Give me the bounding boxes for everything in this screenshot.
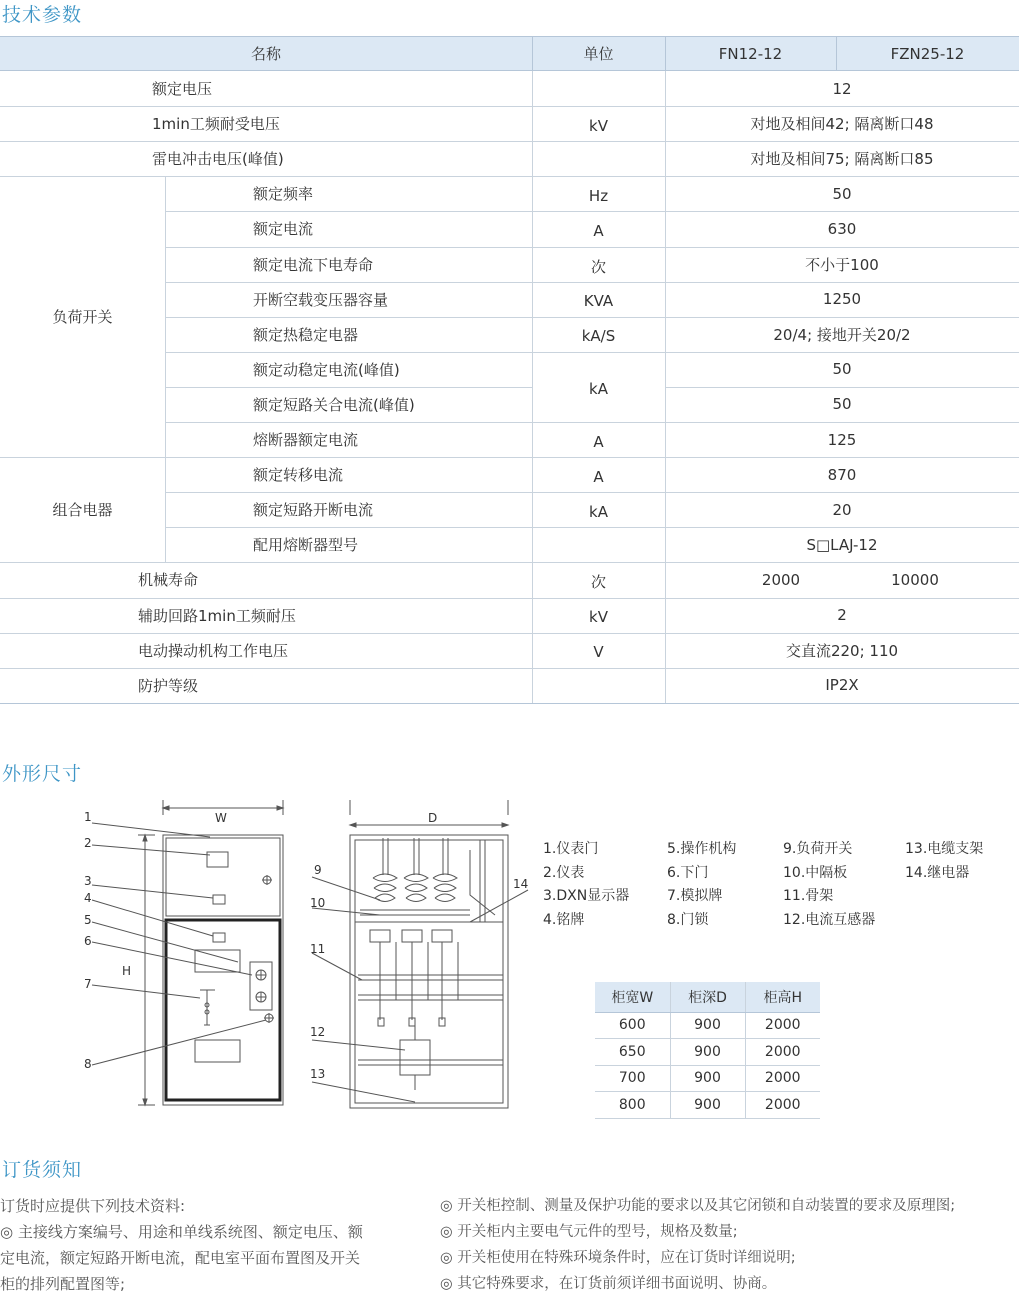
param-name: 配用熔断器型号 <box>253 536 359 555</box>
legend-item: 5.操作机构 <box>667 841 737 857</box>
dimensions-table <box>595 982 820 1119</box>
ordering-line: ◎ 开关柜使用在特殊环境条件时，应在订货时详细说明; <box>440 1250 796 1266</box>
param-value-fzn25: 10000 <box>891 570 939 589</box>
param-name: 额定电流 <box>253 220 314 239</box>
param-unit: kA <box>589 502 608 521</box>
section-title-tech-params: 技术参数 <box>2 4 83 26</box>
param-name: 额定频率 <box>253 185 314 204</box>
param-value: 870 <box>827 465 857 484</box>
legend-item: 4.铭牌 <box>543 912 585 928</box>
header-unit: 单位 <box>583 45 614 63</box>
param-unit: A <box>593 432 604 451</box>
dim-cell: 2000 <box>745 1039 820 1066</box>
ordering-line: 柜的排列配置图等; <box>0 1275 126 1293</box>
param-unit: kV <box>589 116 608 135</box>
legend-item: 12.电流互感器 <box>783 912 876 928</box>
param-unit: V <box>593 643 604 662</box>
param-unit <box>532 73 665 108</box>
param-name: 额定热稳定电器 <box>253 325 359 344</box>
dim-cell: 700 <box>595 1065 670 1092</box>
param-value: 对地及相间75; 隔离断口85 <box>750 150 934 169</box>
param-unit: kV <box>589 608 608 627</box>
param-unit: A <box>593 467 604 486</box>
section-title-ordering: 订货须知 <box>2 1159 83 1181</box>
legend-item: 3.DXN显示器 <box>543 888 630 904</box>
callout-11: 11 <box>310 942 326 956</box>
param-unit: Hz <box>588 186 609 205</box>
param-name: 1min工频耐受电压 <box>152 115 280 134</box>
ordering-right-column <box>440 1193 1031 1294</box>
legend-item: 14.继电器 <box>905 865 970 881</box>
group-label-combined: 组合电器 <box>52 501 113 520</box>
param-name: 额定短路关合电流(峰值) <box>253 395 415 414</box>
ordering-line: ◎ 其它特殊要求，在订货前须详细书面说明、协商。 <box>440 1276 777 1292</box>
param-value: 20 <box>832 500 852 519</box>
param-name: 额定转移电流 <box>253 466 344 485</box>
param-value: 交直流220; 110 <box>785 641 899 660</box>
dim-cell: 900 <box>670 1012 745 1039</box>
param-value: 12 <box>832 79 852 98</box>
param-value: 125 <box>827 430 857 449</box>
param-unit: A <box>593 221 604 240</box>
dim-cell: 900 <box>670 1039 745 1066</box>
param-value: 1250 <box>822 290 862 309</box>
table-row <box>595 1039 820 1066</box>
callout-13: 13 <box>310 1067 326 1081</box>
param-name: 额定电流下电寿命 <box>253 255 374 274</box>
dim-header-depth: 柜深D <box>670 982 745 1012</box>
table-row <box>595 1012 820 1039</box>
callout-14: 14 <box>513 877 529 891</box>
callout-4: 4 <box>84 891 92 905</box>
ordering-line: ◎ 开关柜控制、测量及保护功能的要求以及其它闭锁和自动装置的要求及原理图; <box>440 1198 956 1214</box>
dim-d-label: D <box>428 811 438 825</box>
param-name: 防护等级 <box>138 676 199 695</box>
ordering-line: ◎ 开关柜内主要电气元件的型号，规格及数量; <box>440 1224 738 1240</box>
legend-item: 13.电缆支架 <box>905 841 984 857</box>
param-unit: KVA <box>583 292 614 311</box>
param-name: 电动操动机构工作电压 <box>138 641 289 660</box>
param-unit: 次 <box>590 257 606 276</box>
table-row <box>595 1092 820 1119</box>
callout-8: 8 <box>84 1057 92 1071</box>
callout-10: 10 <box>310 896 326 910</box>
callout-7: 7 <box>84 977 92 991</box>
param-unit: 次 <box>590 573 606 592</box>
param-value: 50 <box>832 184 852 203</box>
param-name: 雷电冲击电压(峰值) <box>152 150 284 169</box>
legend-item: 10.中隔板 <box>783 865 848 881</box>
callout-5: 5 <box>84 913 92 927</box>
param-name: 额定电压 <box>152 80 213 99</box>
cabinet-drawing <box>0 790 540 1120</box>
callout-6: 6 <box>84 934 92 948</box>
dim-cell: 800 <box>595 1092 670 1119</box>
ordering-line: ◎ 主接线方案编号、用途和单线系统图、额定电压、额 <box>0 1223 363 1241</box>
param-value: 630 <box>827 219 857 238</box>
callout-2: 2 <box>84 836 92 850</box>
dim-cell: 650 <box>595 1039 670 1066</box>
table-row <box>595 1065 820 1092</box>
param-value: 2 <box>837 606 847 625</box>
param-unit <box>532 143 665 178</box>
param-value: 50 <box>832 360 852 379</box>
param-value-fn12: 2000 <box>761 570 801 589</box>
section-title-dimensions: 外形尺寸 <box>2 763 83 785</box>
callout-12: 12 <box>310 1025 326 1039</box>
legend-item: 6.下门 <box>667 865 709 881</box>
param-unit <box>532 389 665 424</box>
legend-item: 11.骨架 <box>783 888 834 904</box>
ordering-line: 定电流，额定短路开断电流，配电室平面布置图及开关 <box>0 1249 361 1267</box>
legend-item: 1.仪表门 <box>543 841 599 857</box>
param-name: 机械寿命 <box>138 571 199 590</box>
param-unit <box>532 670 665 705</box>
callout-9: 9 <box>314 863 322 877</box>
param-value: 不小于100 <box>805 255 879 274</box>
param-value: 50 <box>832 395 852 414</box>
param-name: 额定动稳定电流(峰值) <box>253 360 400 379</box>
param-name: 辅助回路1min工频耐压 <box>138 606 296 625</box>
param-unit <box>532 529 665 564</box>
legend-item: 9.负荷开关 <box>783 841 853 857</box>
param-unit: kA/S <box>581 327 616 346</box>
header-fn12: FN12-12 <box>718 44 783 63</box>
dim-cell: 2000 <box>745 1065 820 1092</box>
param-name: 开断空载变压器容量 <box>253 290 389 309</box>
legend-item: 2.仪表 <box>543 865 585 881</box>
group-label-load-switch: 负荷开关 <box>52 308 113 327</box>
legend-item: 7.模拟牌 <box>667 888 723 904</box>
dim-cell: 900 <box>670 1065 745 1092</box>
callout-3: 3 <box>84 874 92 888</box>
dim-cell: 600 <box>595 1012 670 1039</box>
header-name: 名称 <box>250 45 281 63</box>
param-value: IP2X <box>825 676 859 695</box>
param-name: 熔断器额定电流 <box>253 431 359 450</box>
dim-cell: 900 <box>670 1092 745 1119</box>
param-value: 20/4; 接地开关20/2 <box>773 325 911 344</box>
param-value: S□LAJ-12 <box>806 535 878 554</box>
dim-header-height: 柜高H <box>745 982 820 1012</box>
legend-item: 8.门锁 <box>667 912 709 928</box>
dim-cell: 2000 <box>745 1092 820 1119</box>
dim-header-width: 柜宽W <box>595 982 670 1012</box>
param-name: 额定短路开断电流 <box>253 501 374 520</box>
param-value: 对地及相间42; 隔离断口48 <box>750 115 934 134</box>
header-fzn25: FZN25-12 <box>890 44 965 63</box>
ordering-left-column <box>0 1193 420 1294</box>
param-unit: kA <box>589 379 608 398</box>
callout-1: 1 <box>84 810 92 824</box>
dim-cell: 2000 <box>745 1012 820 1039</box>
dim-h-label: H <box>122 964 132 978</box>
ordering-line: 订货时应提供下列技术资料: <box>0 1197 186 1215</box>
dim-w-label: W <box>215 811 227 825</box>
